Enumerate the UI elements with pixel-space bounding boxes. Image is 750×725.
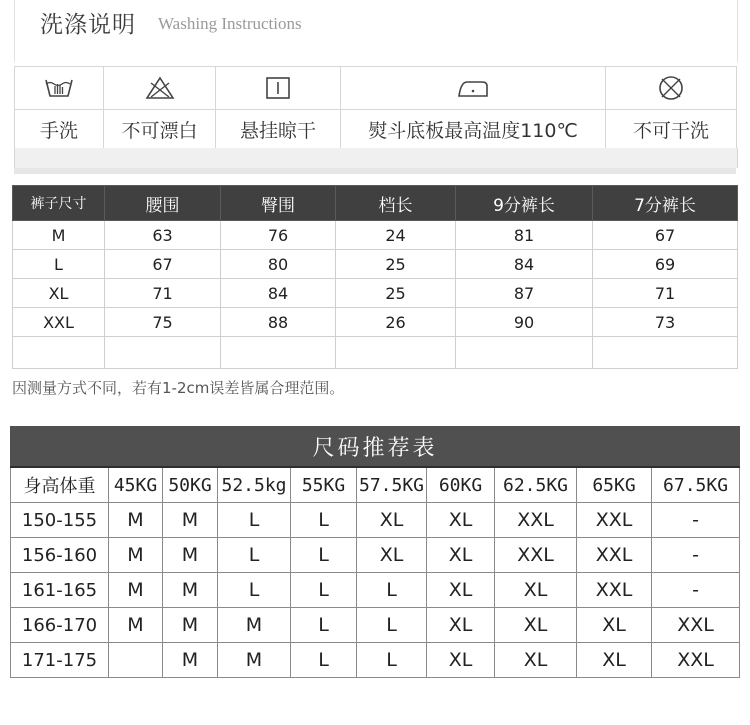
table-cell: 87: [456, 279, 593, 308]
table-cell: 88: [221, 308, 336, 337]
rec-header: 62.5KG: [495, 467, 577, 503]
table-cell: 90: [456, 308, 593, 337]
table-row: [11, 643, 740, 678]
table-cell: XL: [357, 503, 427, 538]
table-cell: M: [109, 573, 163, 608]
table-caption: 尺码推荐表: [11, 427, 740, 468]
table-cell: L: [13, 250, 105, 279]
table-cell: XL: [427, 573, 495, 608]
table-cell: 25: [336, 279, 456, 308]
table-cell: XL: [495, 608, 577, 643]
table-cell: XL: [427, 643, 495, 678]
table-cell: 150-155: [11, 503, 109, 538]
measurement-note: 因测量方式不同，若有1-2cm误差皆属合理范围。: [12, 379, 345, 397]
table-cell: 84: [456, 250, 593, 279]
table-cell: XXL: [495, 503, 577, 538]
wash-label: 不可漂白: [104, 110, 216, 149]
table-cell: L: [291, 643, 357, 678]
table-cell: 71: [105, 279, 221, 308]
table-cell: 166-170: [11, 608, 109, 643]
table-cell: L: [291, 608, 357, 643]
table-cell: [105, 337, 221, 369]
divider-strip: [14, 168, 736, 174]
table-cell: XXL: [495, 538, 577, 573]
no-dry-clean-icon: [606, 67, 737, 110]
table-cell: 63: [105, 221, 221, 250]
table-cell: L: [291, 503, 357, 538]
table-cell: [109, 643, 163, 678]
table-cell: 80: [221, 250, 336, 279]
table-cell: M: [109, 538, 163, 573]
rec-header: 52.5kg: [218, 467, 291, 503]
table-cell: 76: [221, 221, 336, 250]
table-cell: XXL: [652, 643, 740, 678]
table-cell: M: [163, 643, 218, 678]
table-cell: -: [652, 538, 740, 573]
rec-header: 身高体重: [11, 467, 109, 503]
rec-header: 55KG: [291, 467, 357, 503]
size-header: 7分裤长: [593, 186, 738, 221]
wash-label: 不可干洗: [606, 110, 737, 149]
size-header: 9分裤长: [456, 186, 593, 221]
table-cell: [336, 337, 456, 369]
table-cell: M: [163, 608, 218, 643]
table-row: [13, 279, 738, 308]
rec-header: 45KG: [109, 467, 163, 503]
table-cell: L: [218, 573, 291, 608]
table-cell: M: [163, 573, 218, 608]
table-cell: L: [357, 608, 427, 643]
table-cell: XXL: [577, 538, 652, 573]
section-subtitle: Washing Instructions: [158, 14, 302, 33]
rec-header: 57.5KG: [357, 467, 427, 503]
table-cell: 24: [336, 221, 456, 250]
table-cell: XL: [577, 643, 652, 678]
table-cell: M: [13, 221, 105, 250]
table-cell: XXL: [577, 503, 652, 538]
table-cell: 75: [105, 308, 221, 337]
iron-icon: [341, 67, 606, 110]
hand-wash-icon: [15, 67, 104, 110]
size-header: 裤子尺寸: [13, 186, 105, 221]
table-cell: [221, 337, 336, 369]
table-cell: XL: [427, 608, 495, 643]
table-cell: M: [218, 643, 291, 678]
table-cell: XL: [577, 608, 652, 643]
table-cell: XL: [427, 538, 495, 573]
table-cell: [13, 337, 105, 369]
table-row: [11, 573, 740, 608]
table-cell: L: [218, 538, 291, 573]
table-cell: L: [357, 573, 427, 608]
size-table: [12, 185, 738, 369]
table-row: [11, 503, 740, 538]
table-cell: L: [218, 503, 291, 538]
no-bleach-icon: [104, 67, 216, 110]
table-cell: L: [291, 573, 357, 608]
table-cell: 67: [593, 221, 738, 250]
size-header: 档长: [336, 186, 456, 221]
table-cell: XXL: [13, 308, 105, 337]
table-cell: 156-160: [11, 538, 109, 573]
table-cell: 25: [336, 250, 456, 279]
table-cell: 69: [593, 250, 738, 279]
divider-strip: [14, 148, 738, 168]
wash-label: 悬挂晾干: [216, 110, 341, 149]
table-cell: XXL: [652, 608, 740, 643]
rec-header: 60KG: [427, 467, 495, 503]
table-cell: XL: [495, 573, 577, 608]
size-header: 腰围: [105, 186, 221, 221]
wash-label: 熨斗底板最高温度110℃: [341, 110, 606, 149]
table-cell: XL: [427, 503, 495, 538]
size-recommendation-table: [10, 426, 740, 678]
table-cell: 71: [593, 279, 738, 308]
hang-dry-icon: [216, 67, 341, 110]
table-cell: M: [218, 608, 291, 643]
table-cell: 73: [593, 308, 738, 337]
table-cell: M: [109, 608, 163, 643]
table-cell: XXL: [577, 573, 652, 608]
table-cell: L: [291, 538, 357, 573]
table-cell: XL: [495, 643, 577, 678]
table-cell: 26: [336, 308, 456, 337]
table-row: [13, 308, 738, 337]
table-cell: XL: [357, 538, 427, 573]
rec-header: 65KG: [577, 467, 652, 503]
table-cell: 81: [456, 221, 593, 250]
rec-header: 67.5KG: [652, 467, 740, 503]
table-cell: 67: [105, 250, 221, 279]
table-cell: 84: [221, 279, 336, 308]
table-row: [11, 608, 740, 643]
table-cell: 161-165: [11, 573, 109, 608]
section-title: 洗涤说明: [40, 12, 136, 38]
size-header: 臀围: [221, 186, 336, 221]
table-cell: M: [163, 538, 218, 573]
table-cell: L: [357, 643, 427, 678]
table-row: [13, 250, 738, 279]
table-cell: -: [652, 503, 740, 538]
table-cell: XL: [13, 279, 105, 308]
table-cell: M: [163, 503, 218, 538]
table-cell: [593, 337, 738, 369]
table-row: [11, 538, 740, 573]
table-cell: -: [652, 573, 740, 608]
table-row: [13, 221, 738, 250]
wash-label: 手洗: [15, 110, 104, 149]
table-cell: 171-175: [11, 643, 109, 678]
washing-table: [14, 66, 737, 149]
table-cell: M: [109, 503, 163, 538]
table-cell: [456, 337, 593, 369]
table-row: [13, 337, 738, 369]
rec-header: 50KG: [163, 467, 218, 503]
